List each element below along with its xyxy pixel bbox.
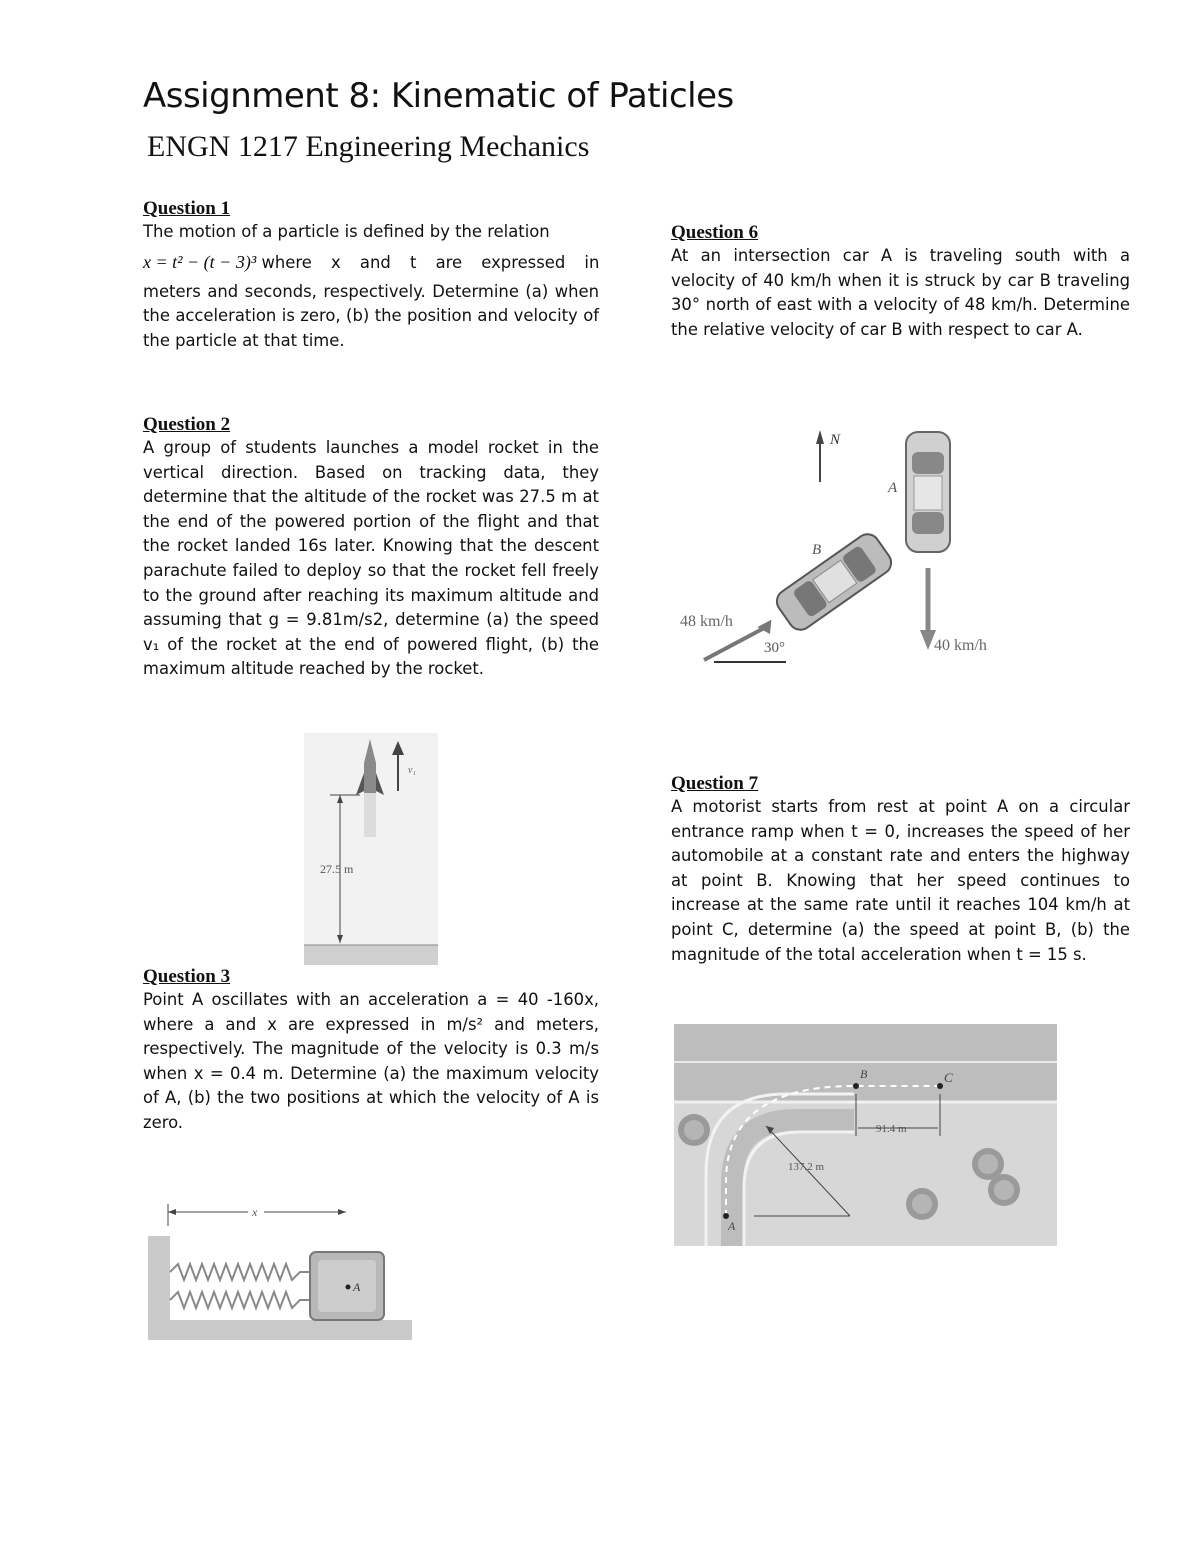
question-1 [143,198,599,353]
spring-mass-figure [148,1198,412,1340]
ramp-distance-label: 91.4 m [876,1123,907,1135]
rocket-height-label: 27.5 m [320,862,354,876]
rocket-velocity-label: v₁ [408,765,416,776]
car-a-speed: 40 km/h [934,637,987,654]
question-1-equation-line [143,245,599,280]
question-1-heading: Question 1 [143,198,231,219]
ramp-point-a: A [728,1219,736,1233]
question-2-heading: Question 2 [143,414,231,435]
angle-label: 30° [764,640,785,656]
question-1-body: meters and seconds, respectively. Determine (a) when the acceleration is zero, (b) the position and velocity of the particle at that time. [143,281,599,350]
question-7-heading: Question 7 [671,773,759,794]
spring-x-label: x [252,1205,258,1219]
question-6-heading: Question 6 [671,222,759,243]
car-b-speed: 48 km/h [680,613,733,630]
question-1-line1: The motion of a particle is defined by the relation [143,222,550,241]
spring-point-label: A [353,1280,361,1294]
car-a-label: A [888,480,898,496]
question-3 [143,966,599,1136]
page-title: Assignment 8: Kinematic of Paticles [143,76,734,116]
question-7-body: A motorist starts from rest at point A on a circular entrance ramp when t = 0, increases the speed of her automobile at a constant rate and enters the highway at point B. Knowing that her speed continues to increase at the same rate until it reaches 104 km/h at point C, determine (a) the speed at point B, (b) the magnitude of the total acceleration when t = 15 s. [671,797,1130,964]
car-b-label: B [812,542,822,558]
course-subtitle: ENGN 1217 Engineering Mechanics [147,130,590,163]
question-2-body: A group of students launches a model rocket in the vertical direction. Based on tracking data, they determine that the altitude of the rocket was 27.5 m at the end of the powered portion of the flight and that the rocket landed 16s later. Knowing that the descent parachute failed to deploy so that the rocket fell freely to the ground after reaching its maximum altitude and assuming that g = 9.81m/s2, determine (a) the speed v₁ of the rocket at the end of powered flight, (b) the maximum altitude reached by the rocket. [143,438,599,679]
ramp-figure [674,1024,1057,1246]
north-label: N [830,432,841,448]
question-2 [143,414,599,682]
question-6 [671,222,1130,342]
collision-figure [674,420,1014,670]
ramp-point-b: B [860,1067,868,1081]
ramp-point-c: C [944,1070,953,1085]
ramp-radius-label: 137.2 m [788,1161,825,1173]
question-1-line2: where x and t are expressed in [261,252,600,272]
question-3-body: Point A oscillates with an acceleration a = 40 -160x, where a and x are expressed in m/s² and meters, respectively. The magnitude of the velocity is 0.3 m/s when x = 0.4 m. Determine (a) the maximum velocity of A, (b) the two positions at which the velocity of A is zero. [143,990,599,1132]
rocket-figure [304,733,438,965]
question-7 [671,773,1130,967]
question-1-equation: x = t² − (t − 3)³ [143,251,257,272]
question-3-heading: Question 3 [143,966,231,987]
question-6-body: At an intersection car A is traveling south with a velocity of 40 km/h when it is struck by car B traveling 30° north of east with a velocity of 48 km/h. Determine the relative velocity of car B with respect to car A. [671,246,1130,339]
